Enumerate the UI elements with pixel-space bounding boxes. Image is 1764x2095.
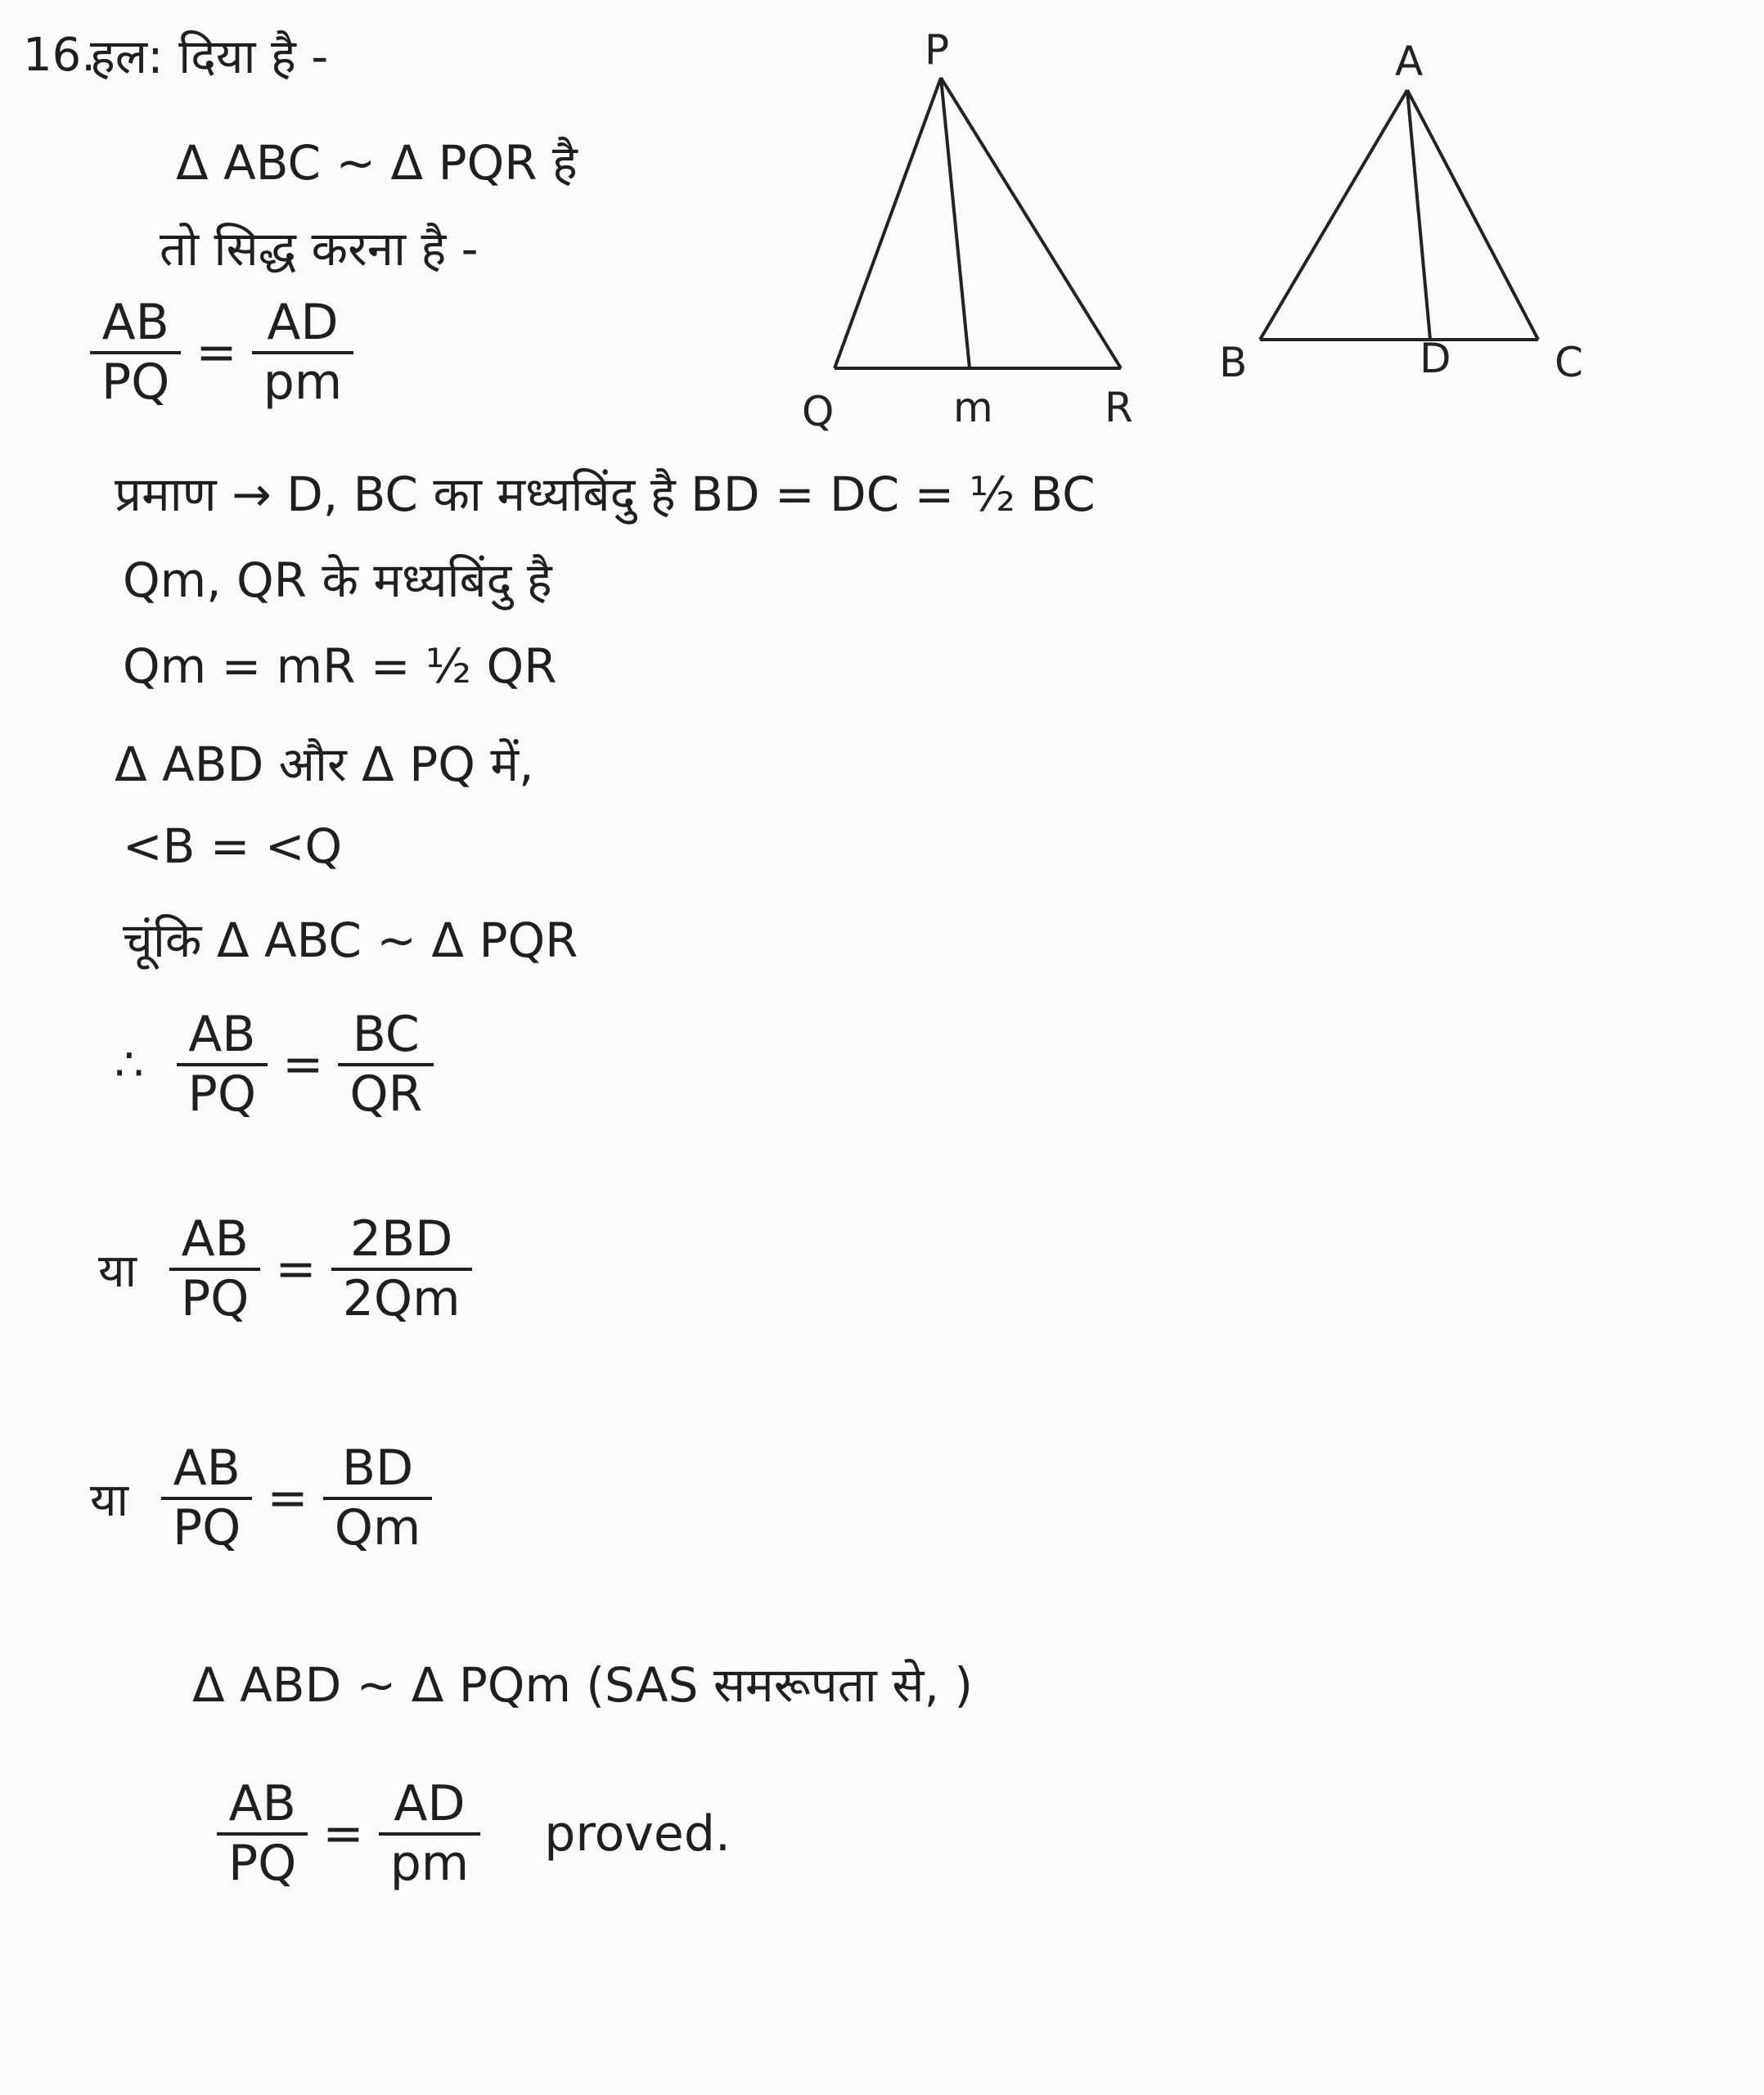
proof-line-1: प्रमाण → D, BC का मध्यबिंदु है BD = DC = ½ BC <box>115 466 1096 522</box>
fraction-ab-pq <box>217 1776 308 1892</box>
numerator: AB <box>181 1210 249 1268</box>
fraction-2bd-2qm <box>331 1211 472 1327</box>
denominator: PQ <box>228 1835 297 1892</box>
proof-line-2: Qm, QR के मध्यबिंदु है <box>123 552 552 608</box>
proof-line-3: Qm = mR = ½ QR <box>123 638 557 694</box>
denominator: PQ <box>172 1499 241 1557</box>
proof-step-3 <box>90 1440 432 1557</box>
given-similarity: Δ ABC ∼ Δ PQR है <box>176 135 578 191</box>
numerator: AB <box>188 1006 256 1063</box>
numerator: AD <box>394 1775 466 1832</box>
proof-line-6: चूंकि Δ ABC ∼ Δ PQR <box>123 912 578 968</box>
fraction-bd-qm <box>323 1440 433 1557</box>
denominator: PQ <box>187 1066 257 1123</box>
fraction-ab-pq <box>161 1440 252 1557</box>
or-label: या <box>90 1474 128 1527</box>
vertex-label-c: C <box>1555 339 1583 386</box>
proved-label: proved. <box>544 1805 731 1863</box>
point-label-m: m <box>953 384 993 431</box>
vertex-label-q: Q <box>802 388 835 434</box>
numerator: BD <box>341 1439 414 1497</box>
vertex-label-b: B <box>1219 339 1248 386</box>
equals-sign: = <box>282 1036 324 1093</box>
side-ab <box>1260 90 1407 340</box>
side-pq <box>835 78 941 368</box>
equals-sign: = <box>275 1241 317 1298</box>
fraction-ad-pm <box>379 1776 481 1892</box>
proof-step-1 <box>115 1007 434 1123</box>
triangle-abc-figure <box>1211 33 1604 409</box>
numerator: AD <box>267 294 339 351</box>
to-prove-equation <box>90 295 353 411</box>
proof-step-2 <box>98 1211 472 1327</box>
or-label: या <box>98 1245 137 1298</box>
denominator: pm <box>389 1835 470 1892</box>
equals-sign: = <box>322 1805 364 1863</box>
to-prove-label: तो सिद्ध करना है - <box>160 221 479 277</box>
triangle-pqr-figure <box>802 25 1227 434</box>
vertex-label-p: P <box>925 26 950 74</box>
proof-line-4: Δ ABD और Δ PQ में, <box>115 737 534 792</box>
numerator: AB <box>101 294 169 351</box>
proof-line-5: <B = <Q <box>123 818 343 874</box>
fraction-ab-pq <box>169 1211 260 1327</box>
numerator: 2BD <box>349 1210 453 1268</box>
numerator: BC <box>352 1006 420 1063</box>
fraction-ab-pq <box>177 1007 268 1123</box>
fraction-bc-qr <box>338 1007 434 1123</box>
solution-intro: हल: दिया है - <box>90 29 329 84</box>
vertex-label-a: A <box>1395 38 1424 85</box>
side-pr <box>941 78 1121 368</box>
equals-sign: = <box>267 1470 308 1527</box>
point-label-d: D <box>1420 335 1451 382</box>
fraction-ab-pq <box>90 295 181 411</box>
denominator: Qm <box>334 1499 421 1557</box>
numerator: AB <box>228 1775 296 1832</box>
median-pm <box>941 78 970 368</box>
equals-sign: = <box>196 324 237 381</box>
conclusion-similarity: Δ ABD ∼ Δ PQm (SAS समरूपता से, ) <box>192 1657 973 1713</box>
denominator: pm <box>263 354 343 411</box>
denominator: QR <box>349 1066 423 1123</box>
final-equation <box>217 1776 745 1892</box>
vertex-label-r: R <box>1105 384 1133 431</box>
denominator: 2Qm <box>342 1270 461 1327</box>
fraction-ad-pm <box>252 295 354 411</box>
therefore-symbol: ∴ <box>115 1038 144 1092</box>
question-number: 16. <box>23 29 97 82</box>
denominator: PQ <box>101 354 170 411</box>
denominator: PQ <box>180 1270 250 1327</box>
numerator: AB <box>173 1439 241 1497</box>
